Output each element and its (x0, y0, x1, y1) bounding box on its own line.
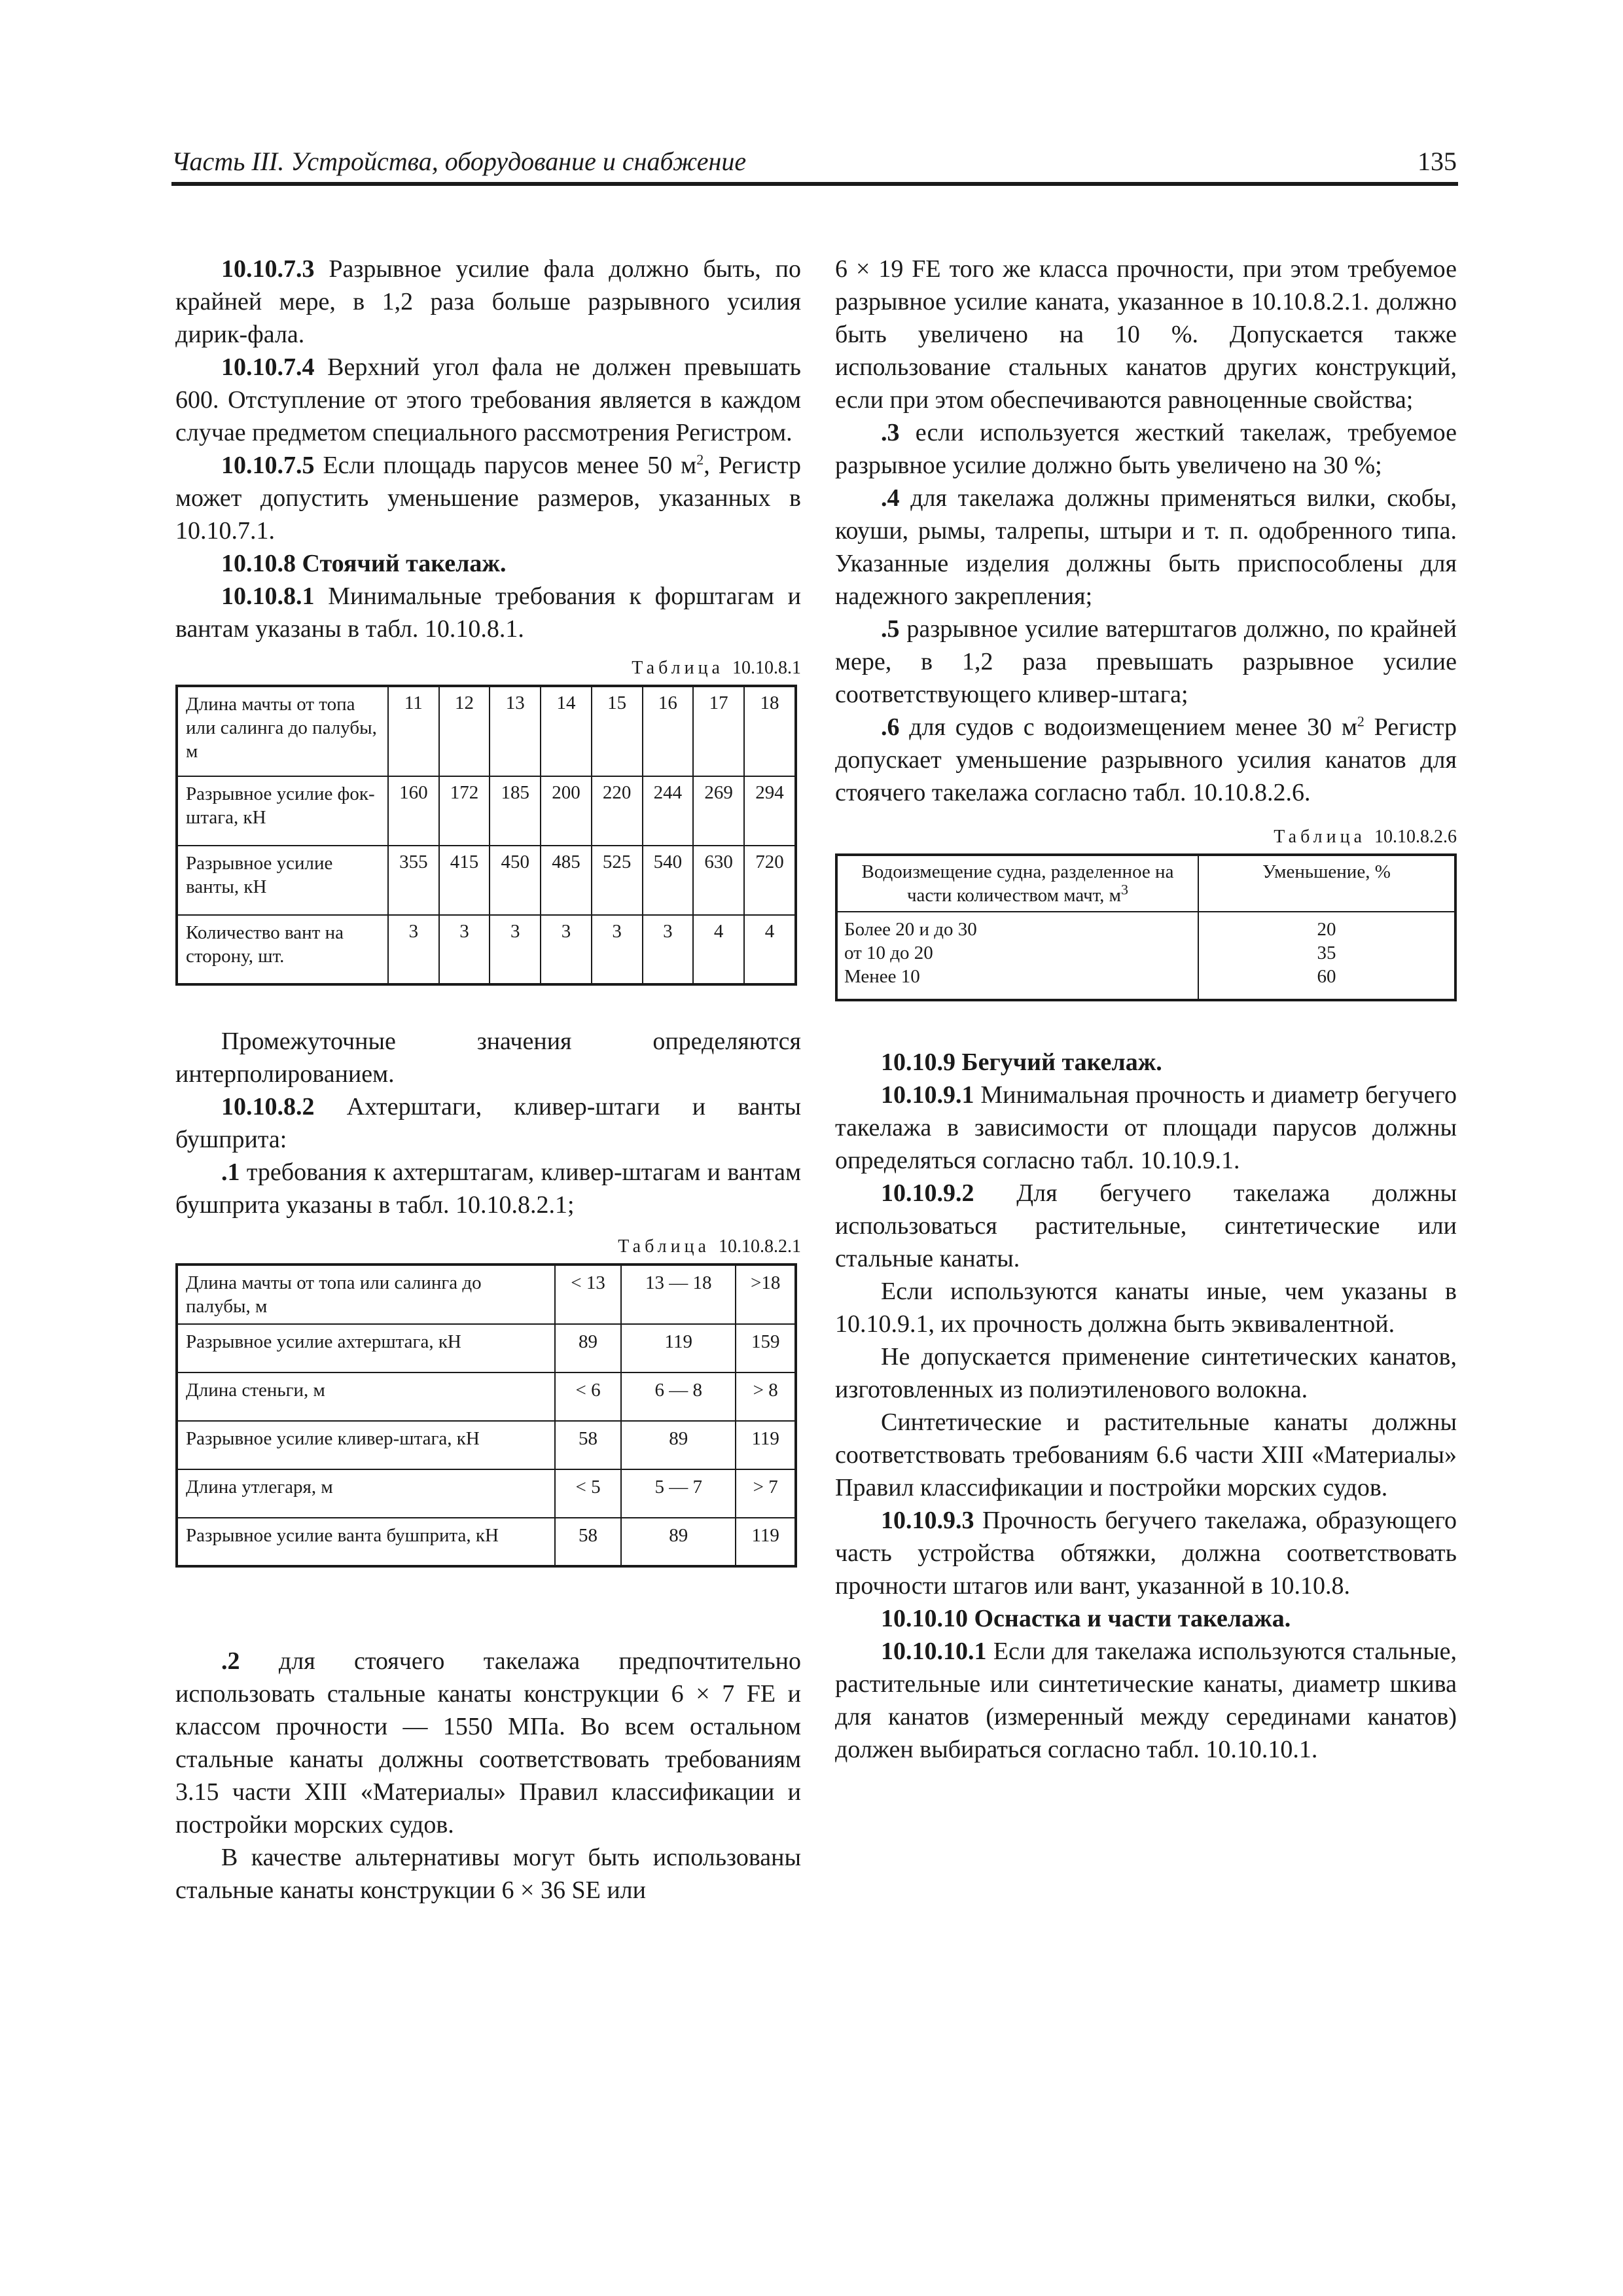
paragraph-text: Верхний угол фала не должен превышать 600. Отступление от этого требования является в каждом случае предметом специального рассмотрения Регистром. (175, 353, 801, 446)
table-cell: 89 (621, 1518, 736, 1566)
page-header (171, 139, 1458, 186)
row-label: Длина стеньги, м (177, 1372, 555, 1421)
table-cell: 200 (541, 776, 592, 846)
table-cell: 3 (643, 915, 694, 984)
table-cell: 540 (643, 846, 694, 915)
table-cell: 3 (490, 915, 541, 984)
clause-number: 10.10.7.5 (221, 452, 315, 479)
paragraph-10-10-9-3 (835, 1504, 1457, 1602)
table-cell: 415 (439, 846, 490, 915)
table-cell: >18 (736, 1265, 796, 1324)
table-cell (836, 912, 1198, 1000)
paragraph-polyethylene: Не допускается применение синтетических канатов, изготовленных из полиэтиленового волокна. (835, 1343, 1457, 1403)
table-cell: > 8 (736, 1372, 796, 1421)
row-label: Разрывное усилие ахтерштага, кН (177, 1324, 555, 1372)
paragraph-text: Ахтерштаги, кливер-штаги и ванты бушприта: (175, 1093, 801, 1153)
row-label: Разрывное усилие ванты, кН (177, 846, 388, 915)
paragraph-item-5 (835, 613, 1457, 711)
table-row (177, 1469, 796, 1518)
table-cell: < 5 (555, 1469, 621, 1518)
table-cell: 485 (541, 846, 592, 915)
paragraph-text: если используется жесткий такелаж, требуемое разрывное усилие должно быть увеличено на 30 %; (835, 419, 1457, 479)
table-cell: 172 (439, 776, 490, 846)
table-cell: 220 (592, 776, 643, 846)
paragraph-text: Прочность бегучего такелажа, образующего часть устройства обтяжки, должна соответствовать прочности штагов или вант, указанной в 10.10.8. (835, 1507, 1457, 1600)
table-cell: 720 (744, 846, 796, 915)
clause-number: 10.10.9.1 (881, 1081, 974, 1109)
clause-number: 10.10.7.3 (221, 255, 315, 283)
clause-number: 10.10.7.4 (221, 353, 315, 381)
paragraph-item-4 (835, 482, 1457, 613)
table-cell: 294 (744, 776, 796, 846)
row-label: Разрывное усилие ванта бушприта, кН (177, 1518, 555, 1566)
table-cell: 4 (744, 915, 796, 984)
table-cell: 244 (643, 776, 694, 846)
table-cell: 119 (621, 1324, 736, 1372)
table-cell: 14 (541, 686, 592, 776)
table-row (177, 1265, 796, 1324)
paragraph-text: Регистр допускает уменьшение разрывного усилия канатов для стоячего такелажа согласно табл. 10.10.8.2.6. (835, 713, 1457, 806)
caption-word: Таблица (1274, 827, 1366, 847)
item-number: .3 (881, 419, 900, 446)
table-cell: 16 (643, 686, 694, 776)
paragraph-item-3 (835, 416, 1457, 482)
clause-number: 10.10.10.1 (881, 1638, 987, 1665)
paragraph-continued: 6 × 19 FE того же класса прочности, при этом требуемое разрывное усилие каната, указанное в 10.10.8.2.1. должно быть увеличено на 10 %. Допускается также использование стальных канатов других конструкций, если при этом обеспечиваются равноценные свойства; (835, 255, 1457, 414)
item-number: .5 (881, 615, 900, 643)
superscript: 2 (1357, 713, 1364, 730)
table-cell: < 6 (555, 1372, 621, 1421)
table-cell: 58 (555, 1518, 621, 1566)
table-cell: 269 (693, 776, 744, 846)
table-cell: 159 (736, 1324, 796, 1372)
superscript: 2 (696, 451, 704, 468)
table-header-row (836, 855, 1455, 912)
paragraph-10-10-9-1 (835, 1079, 1457, 1177)
table-cell: 13 (490, 686, 541, 776)
row-label: Длина мачты от топа или салинга до палубы, м (177, 1265, 555, 1324)
table-caption (175, 657, 801, 679)
item-number: .2 (221, 1647, 240, 1675)
table-cell: 3 (388, 915, 439, 984)
row-label: Длина мачты от топа или салинга до палубы, м (177, 686, 388, 776)
table-cell: 630 (693, 846, 744, 915)
table-cell: 450 (490, 846, 541, 915)
page-number: 135 (1418, 147, 1457, 176)
table-cell: 185 (490, 776, 541, 846)
running-title: Часть III. Устройства, оборудование и снабжение (171, 147, 747, 176)
table-cell: 18 (744, 686, 796, 776)
cell-line: 60 (1317, 966, 1336, 987)
caption-number: 10.10.8.2.1 (719, 1236, 801, 1257)
item-number: .1 (221, 1158, 240, 1186)
item-number: .4 (881, 484, 900, 512)
table-cell: 4 (693, 915, 744, 984)
table-row (177, 1372, 796, 1421)
table-cell: 525 (592, 846, 643, 915)
column-header: Уменьшение, % (1198, 855, 1455, 912)
clause-number: 10.10.8.1 (221, 583, 315, 610)
table-cell: 13 — 18 (621, 1265, 736, 1324)
paragraph-10-10-8-1 (175, 580, 801, 645)
paragraph-10-10-8-2 (175, 1090, 801, 1156)
table-cell: 89 (555, 1324, 621, 1372)
paragraph-text: Разрывное усилие фала должно быть, по крайней мере, в 1,2 раза больше разрывного усилия дирик-фала. (175, 255, 801, 348)
clause-number: 10.10.9.3 (881, 1507, 974, 1534)
paragraph-text: для стоячего такелажа предпочтительно использовать стальные канаты конструкции 6 × 7 FE и классом прочности — 1550 МПа. Во всем остальном стальные канаты должны соответствовать требованиям 3.15 части XIII «Материалы» Правил классификации и постройки морских судов. (175, 1647, 801, 1839)
paragraph-text: , Регистр может допустить уменьшение размеров, указанных в 10.10.7.1. (175, 452, 801, 545)
paragraph-item-1 (175, 1156, 801, 1221)
paragraph-text: для такелажа должны применяться вилки, скобы, коуши, рымы, талрепы, штыри и т. п. одобренного типа. Указанные изделия должны быть приспособлены для надежного закрепления; (835, 484, 1457, 610)
paragraph-text: для судов с водоизмещением менее 30 м (899, 713, 1357, 741)
item-number: .6 (881, 713, 900, 741)
table-cell: 3 (439, 915, 490, 984)
table-cell: 6 — 8 (621, 1372, 736, 1421)
row-label: Количество вант на сторону, шт. (177, 915, 388, 984)
table-cell: 58 (555, 1421, 621, 1469)
header-text: Водоизмещение судна, разделенное на части количеством мачт, м (861, 861, 1174, 906)
paragraph-alternative: В качестве альтернативы могут быть использованы стальные канаты конструкции 6 × 36 SE или (175, 1844, 801, 1904)
table-row (177, 1421, 796, 1469)
section-heading-10-10-10: 10.10.10 Оснастка и части такелажа. (881, 1605, 1291, 1632)
table-row (177, 1324, 796, 1372)
table-cell: 355 (388, 846, 439, 915)
section-heading-10-10-9: 10.10.9 Бегучий такелаж. (881, 1049, 1162, 1076)
table-cell: 3 (592, 915, 643, 984)
paragraph-text: разрывное усилие ватерштагов должно, по крайней мере, в 1,2 раза превышать разрывное усилие соответствующего кливер-штага; (835, 615, 1457, 708)
row-label: Разрывное усилие фок-штага, кН (177, 776, 388, 846)
row-label: Длина утлегаря, м (177, 1469, 555, 1518)
paragraph-text: Если площадь парусов менее 50 м (314, 452, 697, 479)
table-caption (835, 826, 1457, 848)
paragraph-10-10-9-2 (835, 1177, 1457, 1275)
row-label: Разрывное усилие кливер-штага, кН (177, 1421, 555, 1469)
table-cell: 160 (388, 776, 439, 846)
table-10-10-8-2-1 (175, 1263, 797, 1568)
table-row (177, 686, 796, 776)
cell-line: Менее 10 (844, 966, 920, 987)
paragraph-10-10-7-3 (175, 253, 801, 351)
cell-line: Более 20 и до 30 (844, 919, 977, 940)
paragraph-interpolation: Промежуточные значения определяются интерполированием. (175, 1028, 801, 1088)
table-row (177, 915, 796, 984)
left-column (175, 253, 801, 1907)
caption-number: 10.10.8.2.6 (1374, 827, 1457, 847)
paragraph-text: требования к ахтерштагам, кливер-штагам и вантам бушприта указаны в табл. 10.10.8.2.1; (175, 1158, 801, 1219)
table-cell: < 13 (555, 1265, 621, 1324)
cell-line: от 10 до 20 (844, 942, 933, 963)
table-row (836, 912, 1455, 1000)
table-caption (175, 1236, 801, 1258)
table-cell: 5 — 7 (621, 1469, 736, 1518)
table-cell: 12 (439, 686, 490, 776)
paragraph-item-2 (175, 1645, 801, 1841)
cell-line: 20 (1317, 919, 1336, 940)
clause-number: 10.10.8.2 (221, 1093, 315, 1121)
paragraph-10-10-7-4 (175, 351, 801, 449)
table-cell: 3 (541, 915, 592, 984)
table-row (177, 846, 796, 915)
clause-number: 10.10.9.2 (881, 1179, 974, 1207)
paragraph-10-10-7-5 (175, 449, 801, 547)
cell-line: 35 (1317, 942, 1336, 963)
paragraph-text: Минимальные требования к форштагам и вантам указаны в табл. 10.10.8.1. (175, 583, 801, 643)
table-cell (1198, 912, 1455, 1000)
table-cell: 11 (388, 686, 439, 776)
table-row (177, 1518, 796, 1566)
table-10-10-8-2-6 (835, 853, 1457, 1001)
superscript: 3 (1121, 881, 1129, 898)
table-10-10-8-1 (175, 685, 797, 986)
right-column (835, 253, 1457, 1766)
table-cell: 17 (693, 686, 744, 776)
caption-number: 10.10.8.1 (732, 658, 801, 678)
table-cell: 89 (621, 1421, 736, 1469)
paragraph-text: Для бегучего такелажа должны использоваться растительные, синтетические или стальные канаты. (835, 1179, 1457, 1272)
caption-word: Таблица (632, 658, 724, 678)
table-cell: 119 (736, 1421, 796, 1469)
caption-word: Таблица (618, 1236, 710, 1257)
paragraph-text: Если для такелажа используются стальные, растительные или синтетические канаты, диаметр шкива для канатов (измеренный между серединами канатов) должен выбираться согласно табл. 10.10.10.1. (835, 1638, 1457, 1763)
table-row (177, 776, 796, 846)
paragraph-equivalent-strength: Если используются канаты иные, чем указаны в 10.10.9.1, их прочность должна быть эквивалентной. (835, 1278, 1457, 1338)
paragraph-item-6 (835, 711, 1457, 809)
paragraph-text: Минимальная прочность и диаметр бегучего такелажа в зависимости от площади парусов должны определяться согласно табл. 10.10.9.1. (835, 1081, 1457, 1174)
column-header (836, 855, 1198, 912)
table-cell: > 7 (736, 1469, 796, 1518)
paragraph-10-10-10-1 (835, 1635, 1457, 1766)
table-cell: 15 (592, 686, 643, 776)
section-heading-10-10-8: 10.10.8 Стоячий такелаж. (221, 550, 507, 577)
paragraph-materials: Синтетические и растительные канаты должны соответствовать требованиям 6.6 части XIII «Материалы» Правил классификации и постройки морских судов. (835, 1408, 1457, 1501)
table-cell: 119 (736, 1518, 796, 1566)
